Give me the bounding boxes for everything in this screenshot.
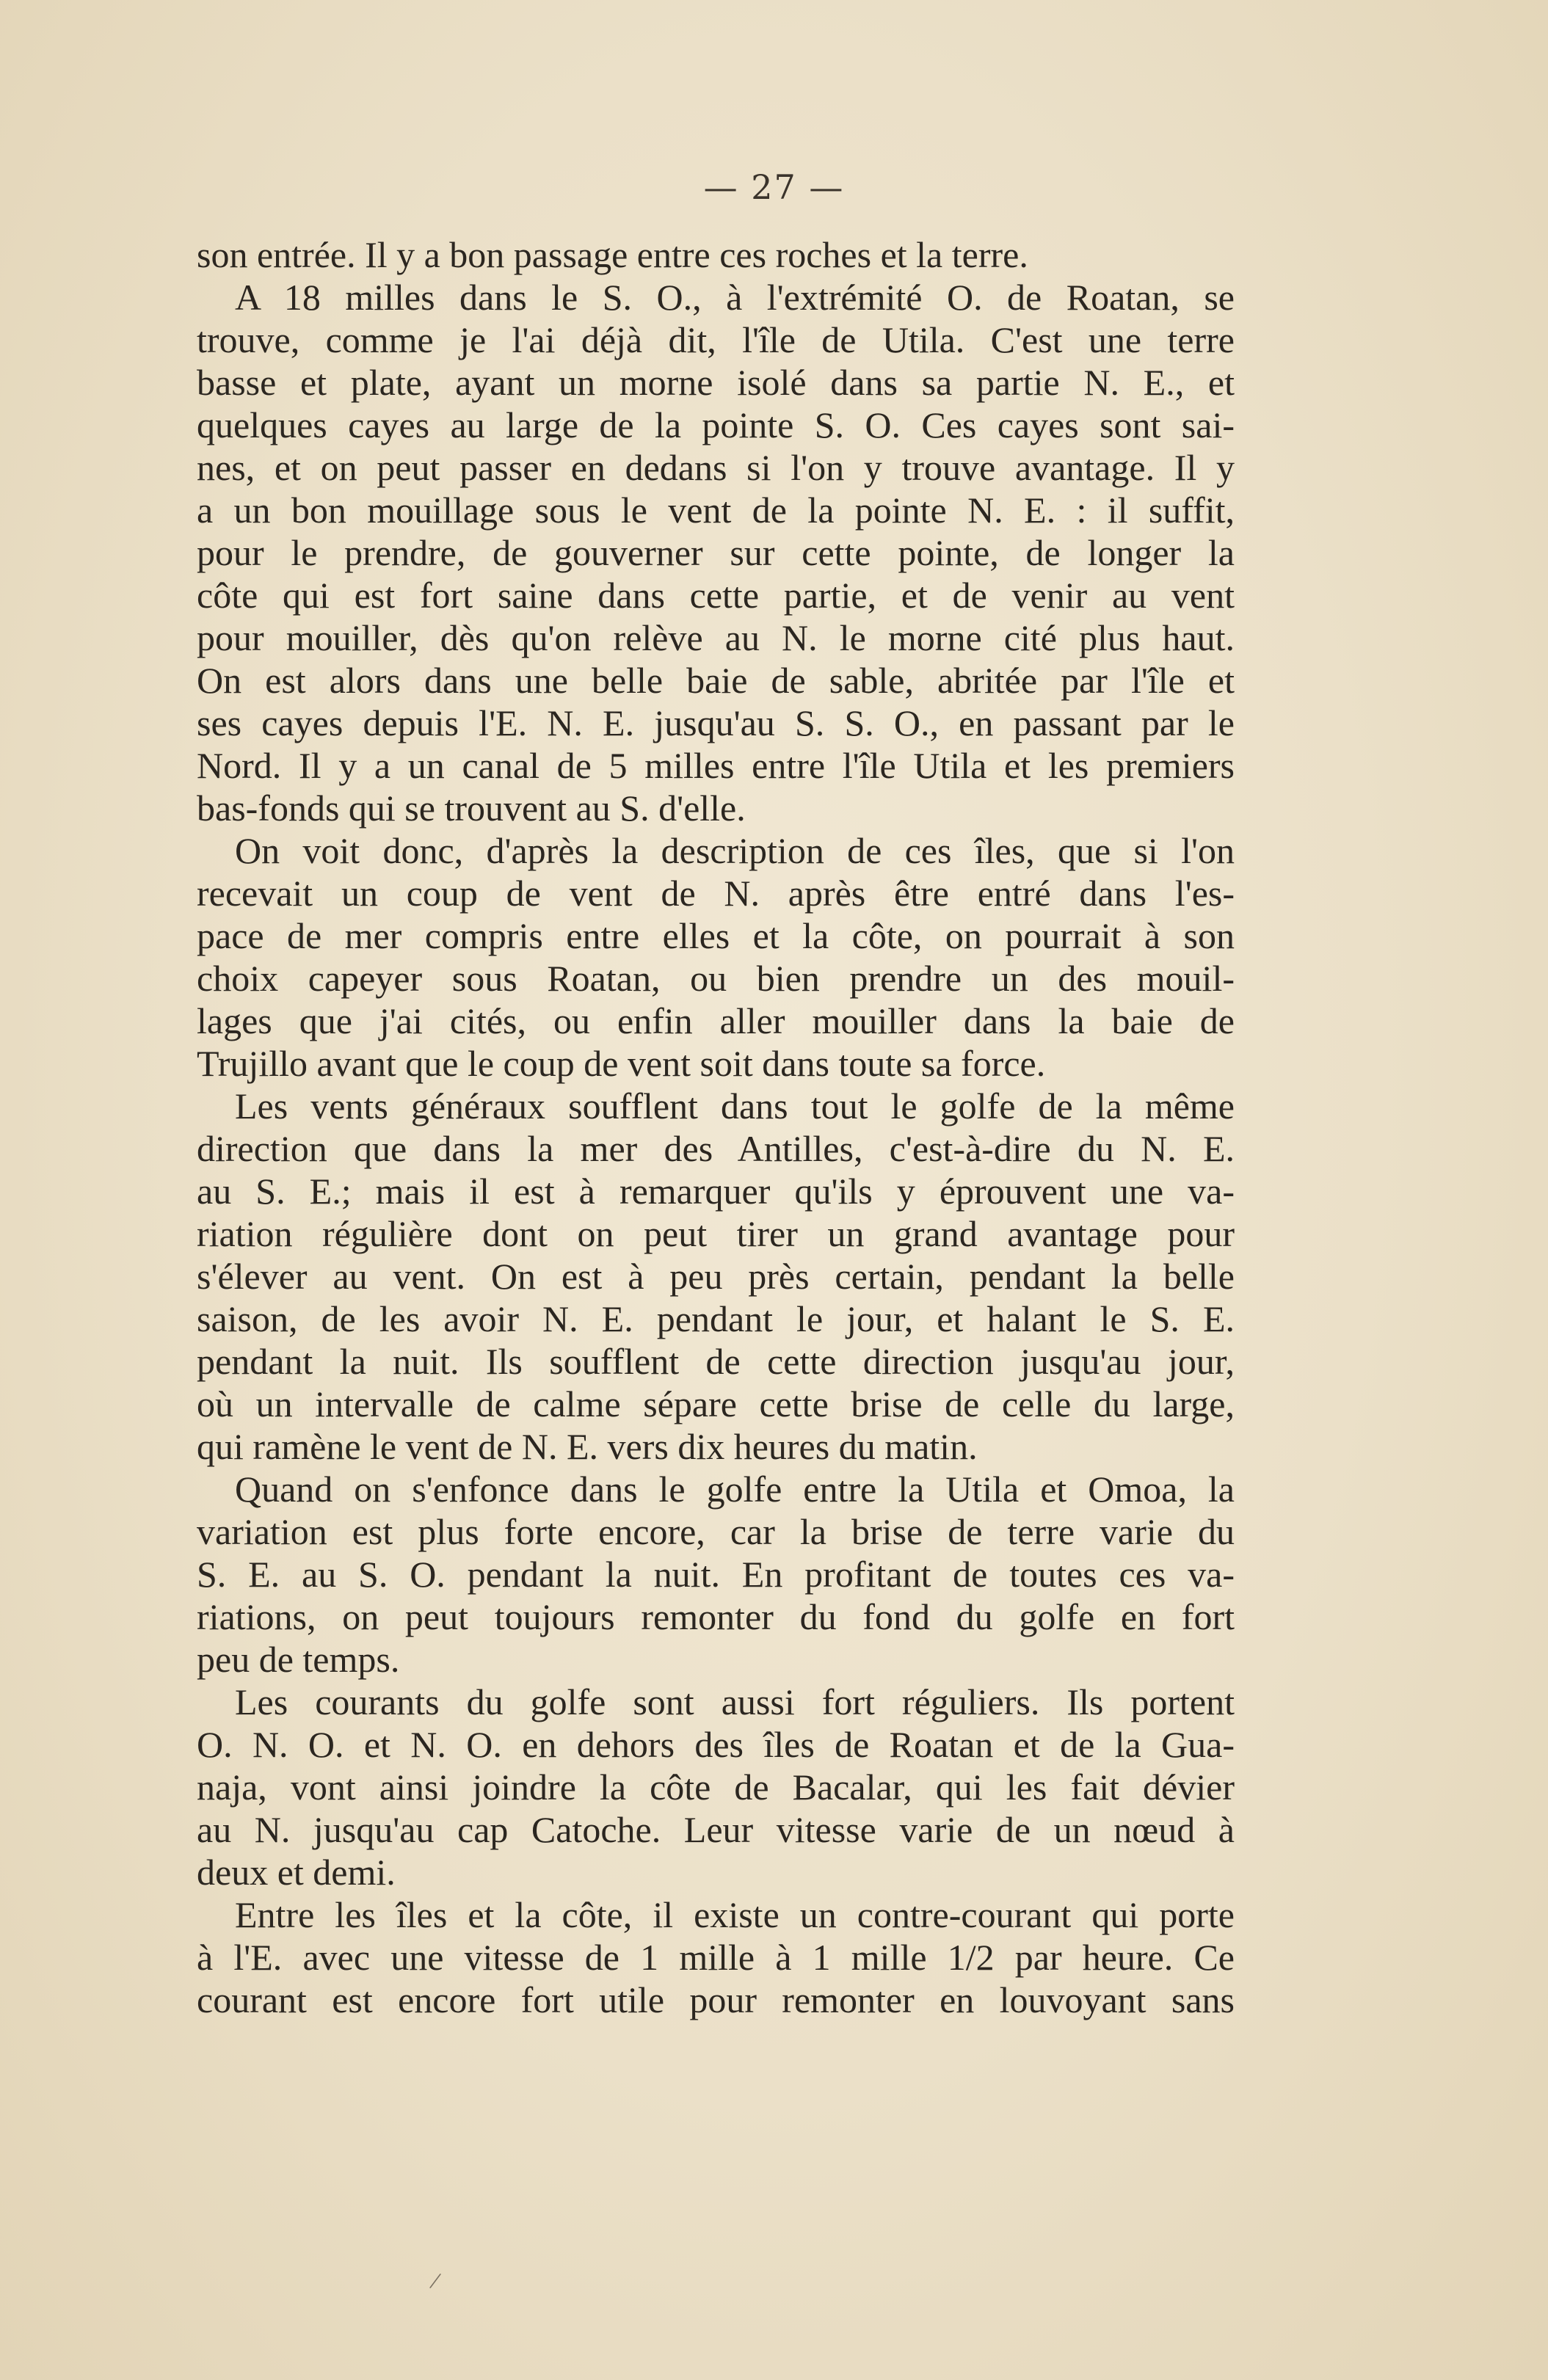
paragraph-7 [197, 1893, 1235, 2021]
text-line: On est alors dans une belle baie de sable, abritée par l'île et [197, 660, 1235, 701]
text-line: basse et plate, ayant un morne isolé dans sa partie N. E., et [197, 362, 1235, 403]
text-line: bas-fonds qui se trouvent au S. d'elle. [197, 787, 746, 829]
paragraph-6 [197, 1681, 1235, 1893]
text-line: qui ramène le vent de N. E. vers dix heures du matin. [197, 1426, 978, 1467]
text-line: On voit donc, d'après la description de ces îles, que si l'on [235, 830, 1235, 871]
text-line: Les vents généraux soufflent dans tout le golfe de la même [235, 1085, 1235, 1127]
paragraph-2 [197, 276, 1235, 829]
text-line: saison, de les avoir N. E. pendant le jour, et halant le S. E. [197, 1298, 1235, 1339]
text-line: deux et demi. [197, 1852, 396, 1893]
paragraph-3 [197, 829, 1235, 1085]
text-line: courant est encore fort utile pour remonter en louvoyant sans [197, 1979, 1235, 2020]
text-line: peu de temps. [197, 1639, 400, 1680]
stray-pencil-mark: / [427, 2267, 443, 2296]
text-line: au N. jusqu'au cap Catoche. Leur vitesse varie de un nœud à [197, 1809, 1235, 1850]
text-line: Entre les îles et la côte, il existe un contre-courant qui porte [235, 1894, 1235, 1935]
text-line: Trujillo avant que le coup de vent soit dans toute sa force. [197, 1043, 1046, 1084]
text-line: riation régulière dont on peut tirer un grand avantage pour [197, 1213, 1235, 1254]
page-number: — 27 — [703, 167, 845, 207]
paragraph-1 [197, 233, 1235, 276]
paragraph-4 [197, 1085, 1235, 1468]
text-line: riations, on peut toujours remonter du fond du golfe en fort [197, 1596, 1235, 1637]
text-line: naja, vont ainsi joindre la côte de Bacalar, qui les fait dévier [197, 1766, 1235, 1808]
text-line: recevait un coup de vent de N. après être entré dans l'es- [197, 873, 1235, 914]
text-line: variation est plus forte encore, car la brise de terre varie du [197, 1511, 1235, 1552]
text-line: direction que dans la mer des Antilles, c'est-à-dire du N. E. [197, 1128, 1235, 1169]
text-line: nes, et on peut passer en dedans si l'on y trouve avantage. Il y [197, 447, 1235, 488]
paragraph-5 [197, 1468, 1235, 1681]
text-line: a un bon mouillage sous le vent de la pointe N. E. : il suffit, [197, 490, 1235, 531]
text-line: S. E. au S. O. pendant la nuit. En profitant de toutes ces va- [197, 1554, 1235, 1595]
text-line: où un intervalle de calme sépare cette brise de celle du large, [197, 1383, 1235, 1424]
text-line: son entrée. Il y a bon passage entre ces roches et la terre. [197, 234, 1028, 275]
text-line: trouve, comme je l'ai déjà dit, l'île de Utila. C'est une terre [197, 319, 1235, 360]
text-line: pour mouiller, dès qu'on relève au N. le morne cité plus haut. [197, 617, 1235, 658]
text-line: Quand on s'enfonce dans le golfe entre la Utila et Omoa, la [235, 1469, 1235, 1510]
body-text [197, 233, 1235, 2021]
text-line: quelques cayes au large de la pointe S. O. Ces cayes sont sai- [197, 404, 1235, 445]
text-line: à l'E. avec une vitesse de 1 mille à 1 mille 1/2 par heure. Ce [197, 1937, 1235, 1978]
text-line: lages que j'ai cités, ou enfin aller mouiller dans la baie de [197, 1000, 1235, 1041]
text-line: au S. E.; mais il est à remarquer qu'ils y éprouvent une va- [197, 1171, 1235, 1212]
text-line: s'élever au vent. On est à peu près certain, pendant la belle [197, 1256, 1235, 1297]
text-line: pour le prendre, de gouverner sur cette pointe, de longer la [197, 532, 1235, 573]
text-line: A 18 milles dans le S. O., à l'extrémité O. de Roatan, se [235, 277, 1235, 318]
text-line: Les courants du golfe sont aussi fort réguliers. Ils portent [235, 1681, 1235, 1722]
text-line: pendant la nuit. Ils soufflent de cette direction jusqu'au jour, [197, 1341, 1235, 1382]
text-line: choix capeyer sous Roatan, ou bien prendre un des mouil- [197, 958, 1235, 999]
text-line: O. N. O. et N. O. en dehors des îles de Roatan et de la Gua- [197, 1724, 1235, 1765]
text-line: côte qui est fort saine dans cette partie, et de venir au vent [197, 575, 1235, 616]
text-line: Nord. Il y a un canal de 5 milles entre l'île Utila et les premiers [197, 745, 1235, 786]
text-line: pace de mer compris entre elles et la côte, on pourrait à son [197, 915, 1235, 956]
text-line: ses cayes depuis l'E. N. E. jusqu'au S. S. O., en passant par le [197, 702, 1235, 743]
